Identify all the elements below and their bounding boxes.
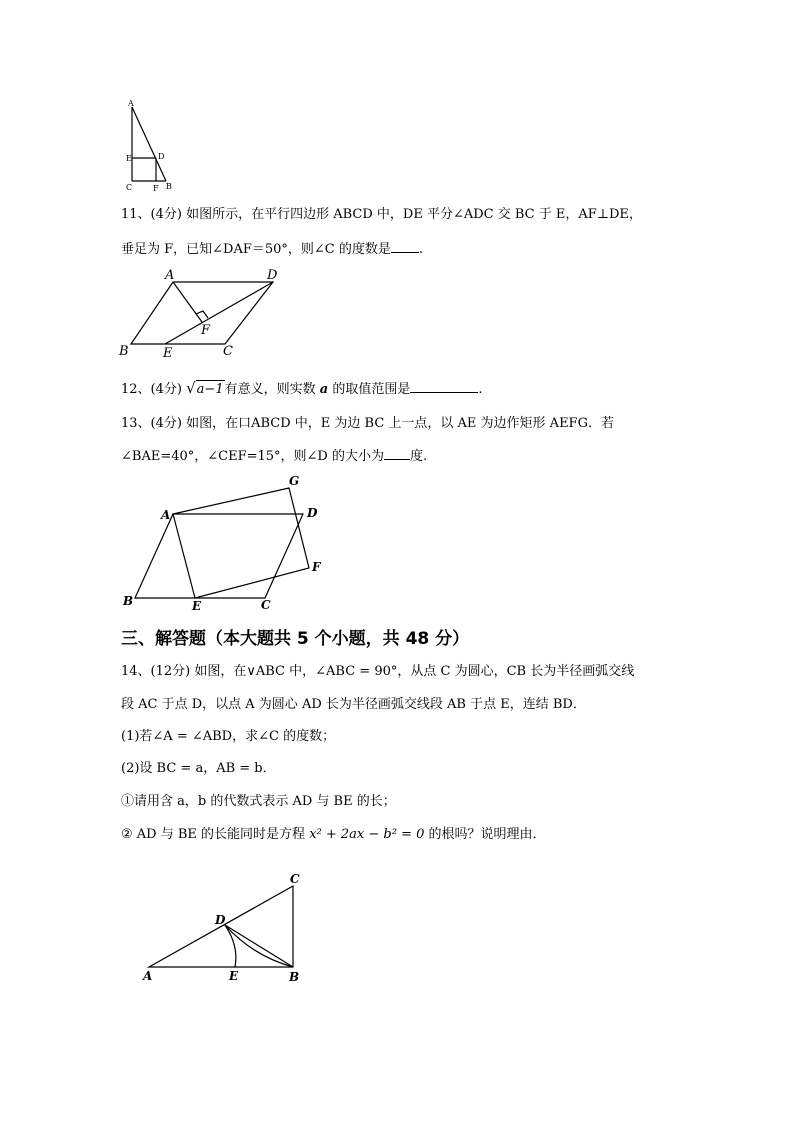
label-f: F bbox=[312, 560, 321, 574]
label-b: B bbox=[166, 182, 172, 191]
q12-middle: 有意义，则实数 bbox=[224, 382, 316, 397]
q12-prefix: 12、(4分) bbox=[121, 382, 182, 397]
sqrt-sign: √ bbox=[186, 379, 196, 397]
q10-figure bbox=[120, 95, 180, 195]
label-e: E bbox=[192, 599, 202, 613]
side-ab bbox=[132, 107, 166, 181]
segment-de bbox=[165, 282, 273, 344]
label-f: F bbox=[201, 323, 211, 338]
label-c: C bbox=[261, 598, 271, 612]
label-e: E bbox=[229, 969, 239, 983]
label-b: B bbox=[123, 594, 134, 608]
q12-end: . bbox=[478, 382, 483, 397]
q14-part2: (2)设 BC = a，AB = b． bbox=[121, 761, 276, 776]
q11-line2-end: . bbox=[418, 242, 424, 257]
equation: x² + 2ax − b² = 0 bbox=[309, 827, 425, 842]
q12-line bbox=[121, 379, 482, 399]
label-a: A bbox=[161, 508, 171, 522]
q11-line1: 11、(4分) 如图所示，在平行四边形 ABCD 中，DE 平分∠ADC 交 BC 于 E，AF⊥DE， bbox=[121, 207, 642, 222]
rectangle-aefg bbox=[173, 488, 309, 598]
label-a: A bbox=[165, 268, 175, 283]
label-g: G bbox=[289, 474, 300, 488]
q11-figure bbox=[115, 266, 295, 361]
q12-radicand: a−1 bbox=[196, 382, 224, 397]
label-e: E bbox=[126, 154, 132, 163]
q13-line2-text: ∠BAE=40°，∠CEF=15°，则∠D 的大小为 bbox=[121, 449, 384, 464]
label-a: A bbox=[143, 969, 153, 983]
label-f: F bbox=[153, 184, 159, 193]
q13-line2 bbox=[121, 446, 427, 466]
label-d: D bbox=[158, 152, 165, 161]
q11-line2 bbox=[121, 239, 423, 259]
q13-line1: 13、(4分) 如图，在口ABCD 中，E 为边 BC 上一点，以 AE 为边作矩形 AEFG．若 bbox=[121, 416, 614, 431]
label-d: D bbox=[267, 268, 278, 283]
q12-suffix: 的取值范围是 bbox=[332, 382, 411, 397]
answer-blank bbox=[391, 239, 419, 253]
label-b: B bbox=[119, 344, 129, 359]
label-e: E bbox=[163, 346, 173, 361]
q13-line2-end: 度. bbox=[410, 449, 428, 464]
label-d: D bbox=[215, 913, 226, 927]
q14-sub1: ①请用含 a，b 的代数式表示 AD 与 BE 的长； bbox=[121, 794, 396, 809]
label-c: C bbox=[290, 872, 300, 886]
segment-af bbox=[173, 282, 202, 322]
q13-figure bbox=[115, 470, 335, 615]
label-c: C bbox=[126, 183, 133, 192]
q14-figure bbox=[135, 868, 325, 988]
label-a: A bbox=[128, 99, 134, 108]
section-heading: 三、解答题（本大题共 5 个小题，共 48 分） bbox=[121, 629, 470, 649]
q14-part1: (1)若∠A = ∠ABD，求∠C 的度数； bbox=[121, 729, 336, 744]
q14-sub2-end: 的根吗？说明理由． bbox=[428, 827, 546, 842]
label-b: B bbox=[289, 970, 300, 984]
q11-line2-text: 垂足为 F，已知∠DAF＝50°，则∠C 的度数是 bbox=[121, 242, 391, 257]
answer-blank bbox=[410, 379, 478, 393]
parallelogram-abcd bbox=[135, 514, 303, 598]
label-d: D bbox=[307, 506, 318, 520]
q14-line2: 段 AC 于点 D，以点 A 为圆心 AD 长为半径画弧交线段 AB 于点 E，连结 BD． bbox=[121, 697, 586, 712]
q14-sub2-text: ② AD 与 BE 的长能同时是方程 bbox=[121, 827, 306, 842]
q12-var: a bbox=[319, 382, 329, 397]
q14-sub2 bbox=[121, 826, 546, 844]
label-c: C bbox=[223, 344, 233, 359]
q14-line1: 14、(12分) 如图，在∨ABC 中，∠ABC = 90°，从点 C 为圆心，CB 长为半径画弧交线 bbox=[121, 664, 635, 679]
answer-blank bbox=[384, 446, 410, 460]
